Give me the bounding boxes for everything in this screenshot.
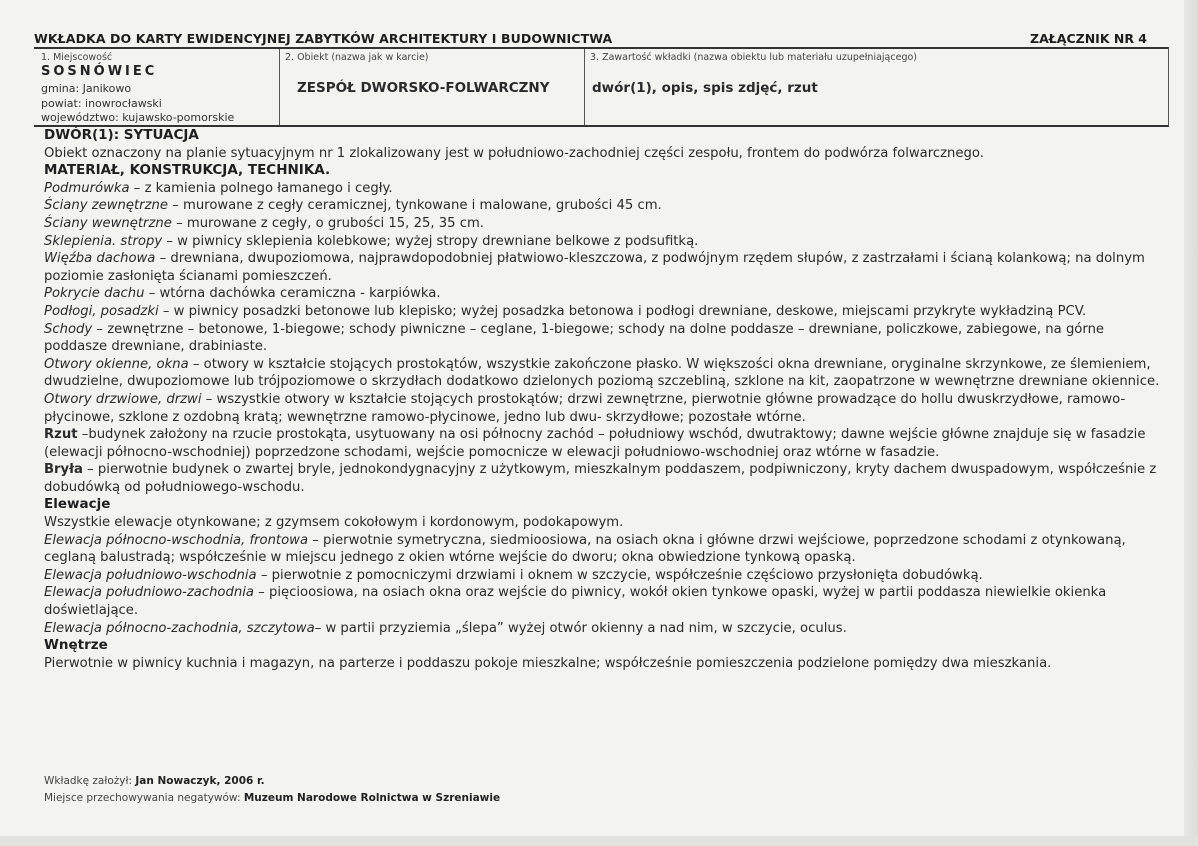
author-label: Wkładkę założył:: [44, 775, 133, 787]
interior-heading: Wnętrze: [44, 637, 108, 654]
content-value: dwór(1), opis, spis zdjęć, rzut: [592, 80, 818, 96]
item-text: – w piwnicy posadzki betonowe lub klepisko; wyżej posadzka betonowa i podłogi drewniane, deskowe, miejscami przykryte wykładziną PCV.: [158, 303, 1087, 319]
situation-heading: DWÓR(1): SYTUACJA: [44, 127, 199, 143]
elevation-text: – pierwotnie z pomocniczymi drzwiami i oknem w szczycie, współcześnie częściowo przysłonięta dobudówką.: [256, 567, 983, 583]
author-value: Jan Nowaczyk, 2006 r.: [135, 775, 265, 787]
document-header: [34, 31, 1169, 48]
massing-paragraph: [44, 461, 1164, 496]
elevation-text: – w partii przyziemia „ślepa” wyżej otwór okienny a nad nim, w szczycie, oculus.: [314, 620, 847, 636]
item-text: – drewniana, dwupoziomowa, najprawdopodobniej płatwiowo-kleszczowa, z podwójnym rzędem słupów, z zastrzałami i ścianą kolankową; na dolnym poziomie zasłonięta ścianami pomieszczeń.: [44, 251, 1145, 284]
elevation-term: Elewacja północno-wschodnia, frontowa: [44, 532, 309, 548]
interior-text: Pierwotnie w piwnicy kuchnia i magazyn, na parterze i poddaszu pokoje mieszkalne; współcześnie pomieszczenia podzielone pomiędzy dwa mieszkania.: [44, 655, 1052, 671]
paper-edge-right: [1184, 0, 1198, 846]
county: powiat: inowrocławski: [41, 97, 162, 110]
elevation-term: Elewacja południowo-wschodnia: [44, 567, 257, 583]
elevation-text: – pięcioosiowa, na osiach okna oraz wejście do piwnicy, wokół okien tynkowe opaski, wyżej w partii poddasza niewielkie okienka doświetlające.: [44, 585, 1107, 619]
elevation-text: – pierwotnie symetryczna, siedmioosiowa, na osiach okna i główne drzwi wejściowe, poprzedzone schodami z otynkowaną, ceglaną balustradą; współcześnie w miejscu jednego z okien wtórne wejście do dworu; okna obwiedzione tynkową opaską.: [44, 532, 1126, 566]
object-cell: [280, 49, 585, 125]
voivodeship: województwo: kujawsko-pomorskie: [41, 111, 235, 124]
material-item: [44, 215, 1164, 233]
elevation-item: [44, 567, 1164, 585]
item-term: Więźba dachowa: [44, 251, 156, 267]
storage-line: [44, 792, 500, 804]
item-term: Podłogi, posadzki: [44, 303, 159, 319]
elevation-item: [44, 620, 1164, 638]
item-term: Sklepienia. stropy: [44, 233, 163, 249]
material-item: [44, 180, 1164, 198]
elevation-item: [44, 532, 1164, 567]
item-text: – wtórna dachówka ceramiczna - karpiówka.: [144, 286, 441, 302]
info-table: [34, 47, 1169, 127]
item-term: Otwory okienne, okna: [44, 356, 189, 372]
plan-term: Rzut: [44, 427, 78, 443]
material-heading: MATERIAŁ, KONSTRUKCJA, TECHNIKA.: [44, 162, 331, 179]
massing-term: Bryła: [44, 462, 83, 478]
object-value: ZESPÓŁ DWORSKO-FOLWARCZNY: [297, 80, 550, 96]
item-text: – otwory w kształcie stojących prostokątów, wszystkie zakończone płasko. W większości okna drewniane, oryginalne skrzynkowe, ze ślemieniem, dwudzielne, dwupoziomowe lub trójpoziomowe o skrzydłach dodatkowo dzielonych poziomą szczebliną, szklone na kit, zaopatrzone w wewnętrzne drewniane okiennice.: [44, 356, 1160, 390]
content-label: 3. Zawartość wkładki (nazwa obiektu lub materiału uzupełniającego): [590, 52, 917, 63]
object-label: 2. Obiekt (nazwa jak w karcie): [285, 52, 429, 63]
content-cell: [585, 49, 1169, 125]
item-term: Podmurówka: [44, 180, 130, 196]
storage-value: Muzeum Narodowe Rolnictwa w Szreniawie: [243, 792, 501, 804]
situation-text: Obiekt oznaczony na planie sytuacyjnym nr 1 zlokalizowany jest w południowo-zachodniej części zespołu, frontem do podwórza folwarcznego.: [44, 145, 984, 161]
elevation-item: [44, 584, 1164, 619]
item-text: – murowane z cegły ceramicznej, tynkowane i malowane, grubości 45 cm.: [168, 198, 662, 214]
elevations-heading: Elewacje: [44, 496, 111, 513]
material-item: [44, 303, 1164, 321]
plan-text: –budynek założony na rzucie prostokąta, usytuowany na osi północny zachód – południowy wschód, dwutraktowy; dawne wejście główne znajduje się w fasadzie (elewacji północno-wschodniej) poprzedzone schodami, wejście pomocnicze w elewacji południowo-wschodniej oraz wtórne w fasadzie.: [44, 427, 1146, 460]
item-text: – z kamienia polnego łamanego i cegły.: [129, 180, 393, 196]
storage-label: Miejsce przechowywania negatywów:: [44, 792, 241, 804]
annex-number: ZAŁĄCZNIK NR 4: [1030, 31, 1147, 46]
material-item: [44, 233, 1164, 251]
elevations-text: Wszystkie elewacje otynkowane; z gzymsem cokołowym i kordonowym, podokapowym.: [44, 515, 624, 531]
item-term: Ściany wewnętrzne: [44, 215, 172, 231]
item-term: Pokrycie dachu: [44, 286, 145, 302]
material-item: [44, 356, 1164, 391]
item-text: – murowane z cegły, o grubości 15, 25, 35 cm.: [171, 215, 484, 231]
plan-paragraph: [44, 426, 1164, 461]
document-title: WKŁADKA DO KARTY EWIDENCYJNEJ ZABYTKÓW ARCHITEKTURY I BUDOWNICTWA: [34, 31, 613, 46]
item-term: Ściany zewnętrzne: [44, 198, 168, 214]
item-term: Otwory drzwiowe, drzwi: [44, 391, 202, 407]
material-item: [44, 250, 1164, 285]
description-body: [44, 127, 1164, 672]
material-item: [44, 285, 1164, 303]
paper-edge-bottom: [0, 836, 1198, 846]
place-name: SOSNÓWIEC: [41, 64, 158, 79]
item-term: Schody: [44, 321, 93, 337]
elevation-term: Elewacja północno-zachodnia, szczytowa: [44, 620, 315, 636]
commune: gmina: Janikowo: [41, 82, 132, 95]
place-cell: [34, 49, 280, 125]
material-item: [44, 197, 1164, 215]
place-label: 1. Miejscowość: [41, 52, 113, 63]
massing-text: – pierwotnie budynek o zwartej bryle, jednokondygnacyjny z użytkowym, mieszkalnym poddaszem, podpiwniczony, kryty dachem dwuspadowym, współcześnie z dobudówką od południowego-wschodu.: [44, 462, 1157, 495]
elevation-term: Elewacja południowo-zachodnia: [44, 585, 254, 601]
material-item: [44, 391, 1164, 426]
item-text: – wszystkie otwory w kształcie stojących prostokątów; drzwi zewnętrzne, pierwotnie główne prowadzące do hollu dwuskrzydłowe, ramowo-płycinowe, szklone z ozdobną kratą; wewnętrzne ramowo-płycinowe, jedno lub dwu- skrzydłowe; pozostałe wtórne.: [44, 391, 1126, 425]
material-item: [44, 321, 1164, 356]
author-line: [44, 775, 265, 787]
item-text: – w piwnicy sklepienia kolebkowe; wyżej stropy drewniane belkowe z podsufitką.: [162, 233, 699, 249]
item-text: – zewnętrzne – betonowe, 1-biegowe; schody piwniczne – ceglane, 1-biegowe; schody na dolne poddasze – drewniane, policzkowe, zabiegowe, na górne poddasze drewniane, drabiniaste.: [44, 321, 1105, 355]
